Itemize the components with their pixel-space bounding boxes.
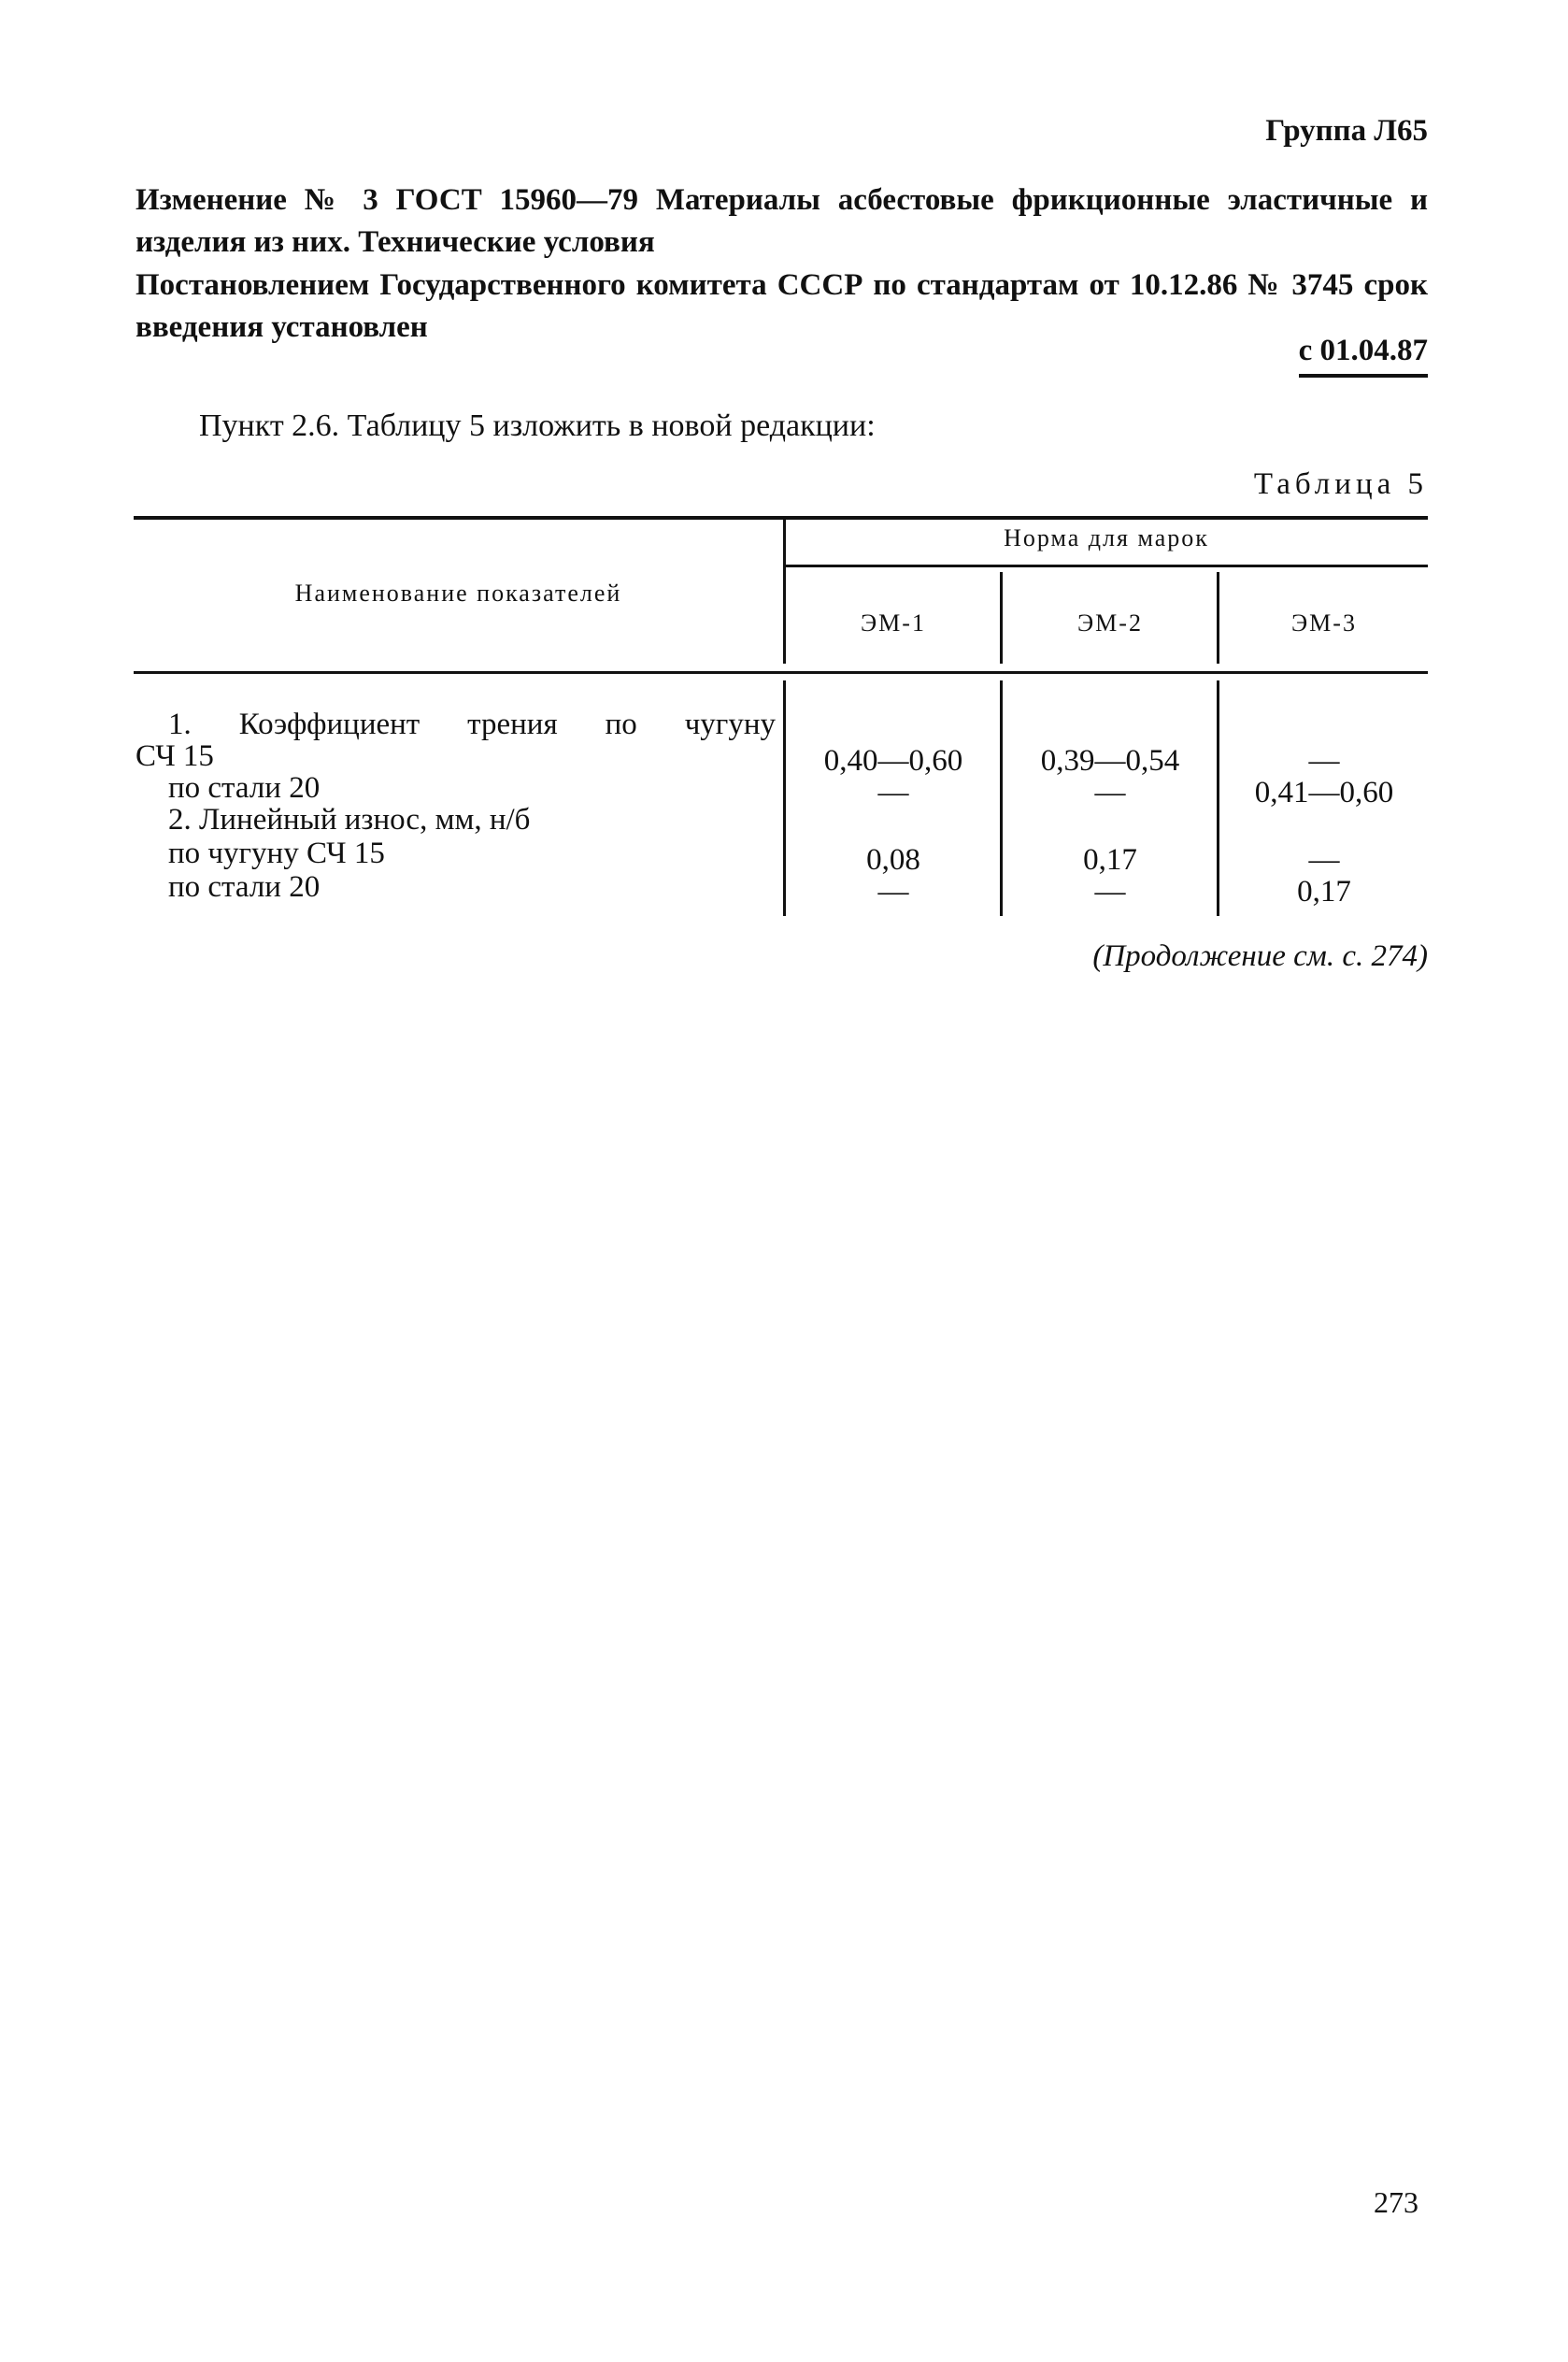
table-cell: 0,39—0,54 bbox=[1040, 744, 1180, 778]
col-divider-header-2 bbox=[1000, 572, 1003, 664]
table-cell: — bbox=[877, 875, 909, 909]
row-label: по стали 20 bbox=[168, 771, 321, 805]
col-divider-header-3 bbox=[1217, 572, 1219, 664]
grade-header-em3: ЭМ-3 bbox=[1291, 609, 1357, 637]
table-cell: 0,41—0,60 bbox=[1254, 776, 1394, 809]
table-cell: 0,40—0,60 bbox=[823, 744, 963, 778]
col-divider-body-2 bbox=[1000, 680, 1003, 916]
instruction-paragraph: Пункт 2.6. Таблицу 5 изложить в новой редакции: bbox=[199, 408, 876, 443]
row-label: по чугуну СЧ 15 bbox=[168, 837, 385, 870]
row-label: 2. Линейный износ, мм, н/б bbox=[168, 803, 531, 837]
table-cell: — bbox=[1308, 744, 1340, 778]
norm-for-grades-header: Норма для марок bbox=[1004, 524, 1209, 551]
row-label: 1. Коэффициент трения по чугуну bbox=[168, 708, 776, 741]
header-bottom-rule bbox=[134, 671, 1428, 674]
norm-header-rule bbox=[785, 565, 1428, 567]
decree-text: Постановлением Государственного комитета СССР по стандартам от 10.12.86 № 3745 срок введения установлен bbox=[135, 268, 1428, 344]
table-top-rule bbox=[134, 516, 1428, 520]
grade-header-em1: ЭМ-1 bbox=[861, 609, 926, 637]
indicator-name-header: Наименование показателей bbox=[294, 580, 622, 607]
table-cell: — bbox=[1308, 843, 1340, 877]
group-code: Группа Л65 bbox=[1265, 114, 1428, 148]
table-cell: — bbox=[877, 776, 909, 809]
page-number: 273 bbox=[1374, 2185, 1418, 2219]
col-divider-body-3 bbox=[1217, 680, 1219, 916]
table-cell: — bbox=[1094, 776, 1126, 809]
col-divider-body-1 bbox=[783, 680, 786, 916]
table-cell: 0,17 bbox=[1297, 875, 1351, 909]
amendment-title: Изменение № 3 ГОСТ 15960—79 Материалы асбестовые фрикционные эластичные и изделия из них. Технические условия bbox=[135, 183, 1428, 259]
table-caption: Таблица 5 bbox=[1253, 467, 1428, 501]
row-label: СЧ 15 bbox=[135, 739, 214, 773]
table-cell: — bbox=[1094, 875, 1126, 909]
grade-header-em2: ЭМ-2 bbox=[1077, 609, 1143, 637]
table-cell: 0,08 bbox=[866, 843, 920, 877]
row-label: по стали 20 bbox=[168, 870, 321, 904]
effective-date: с 01.04.87 bbox=[1299, 334, 1428, 378]
table-cell: 0,17 bbox=[1083, 843, 1137, 877]
continuation-note: (Продолжение см. с. 274) bbox=[1092, 939, 1428, 973]
